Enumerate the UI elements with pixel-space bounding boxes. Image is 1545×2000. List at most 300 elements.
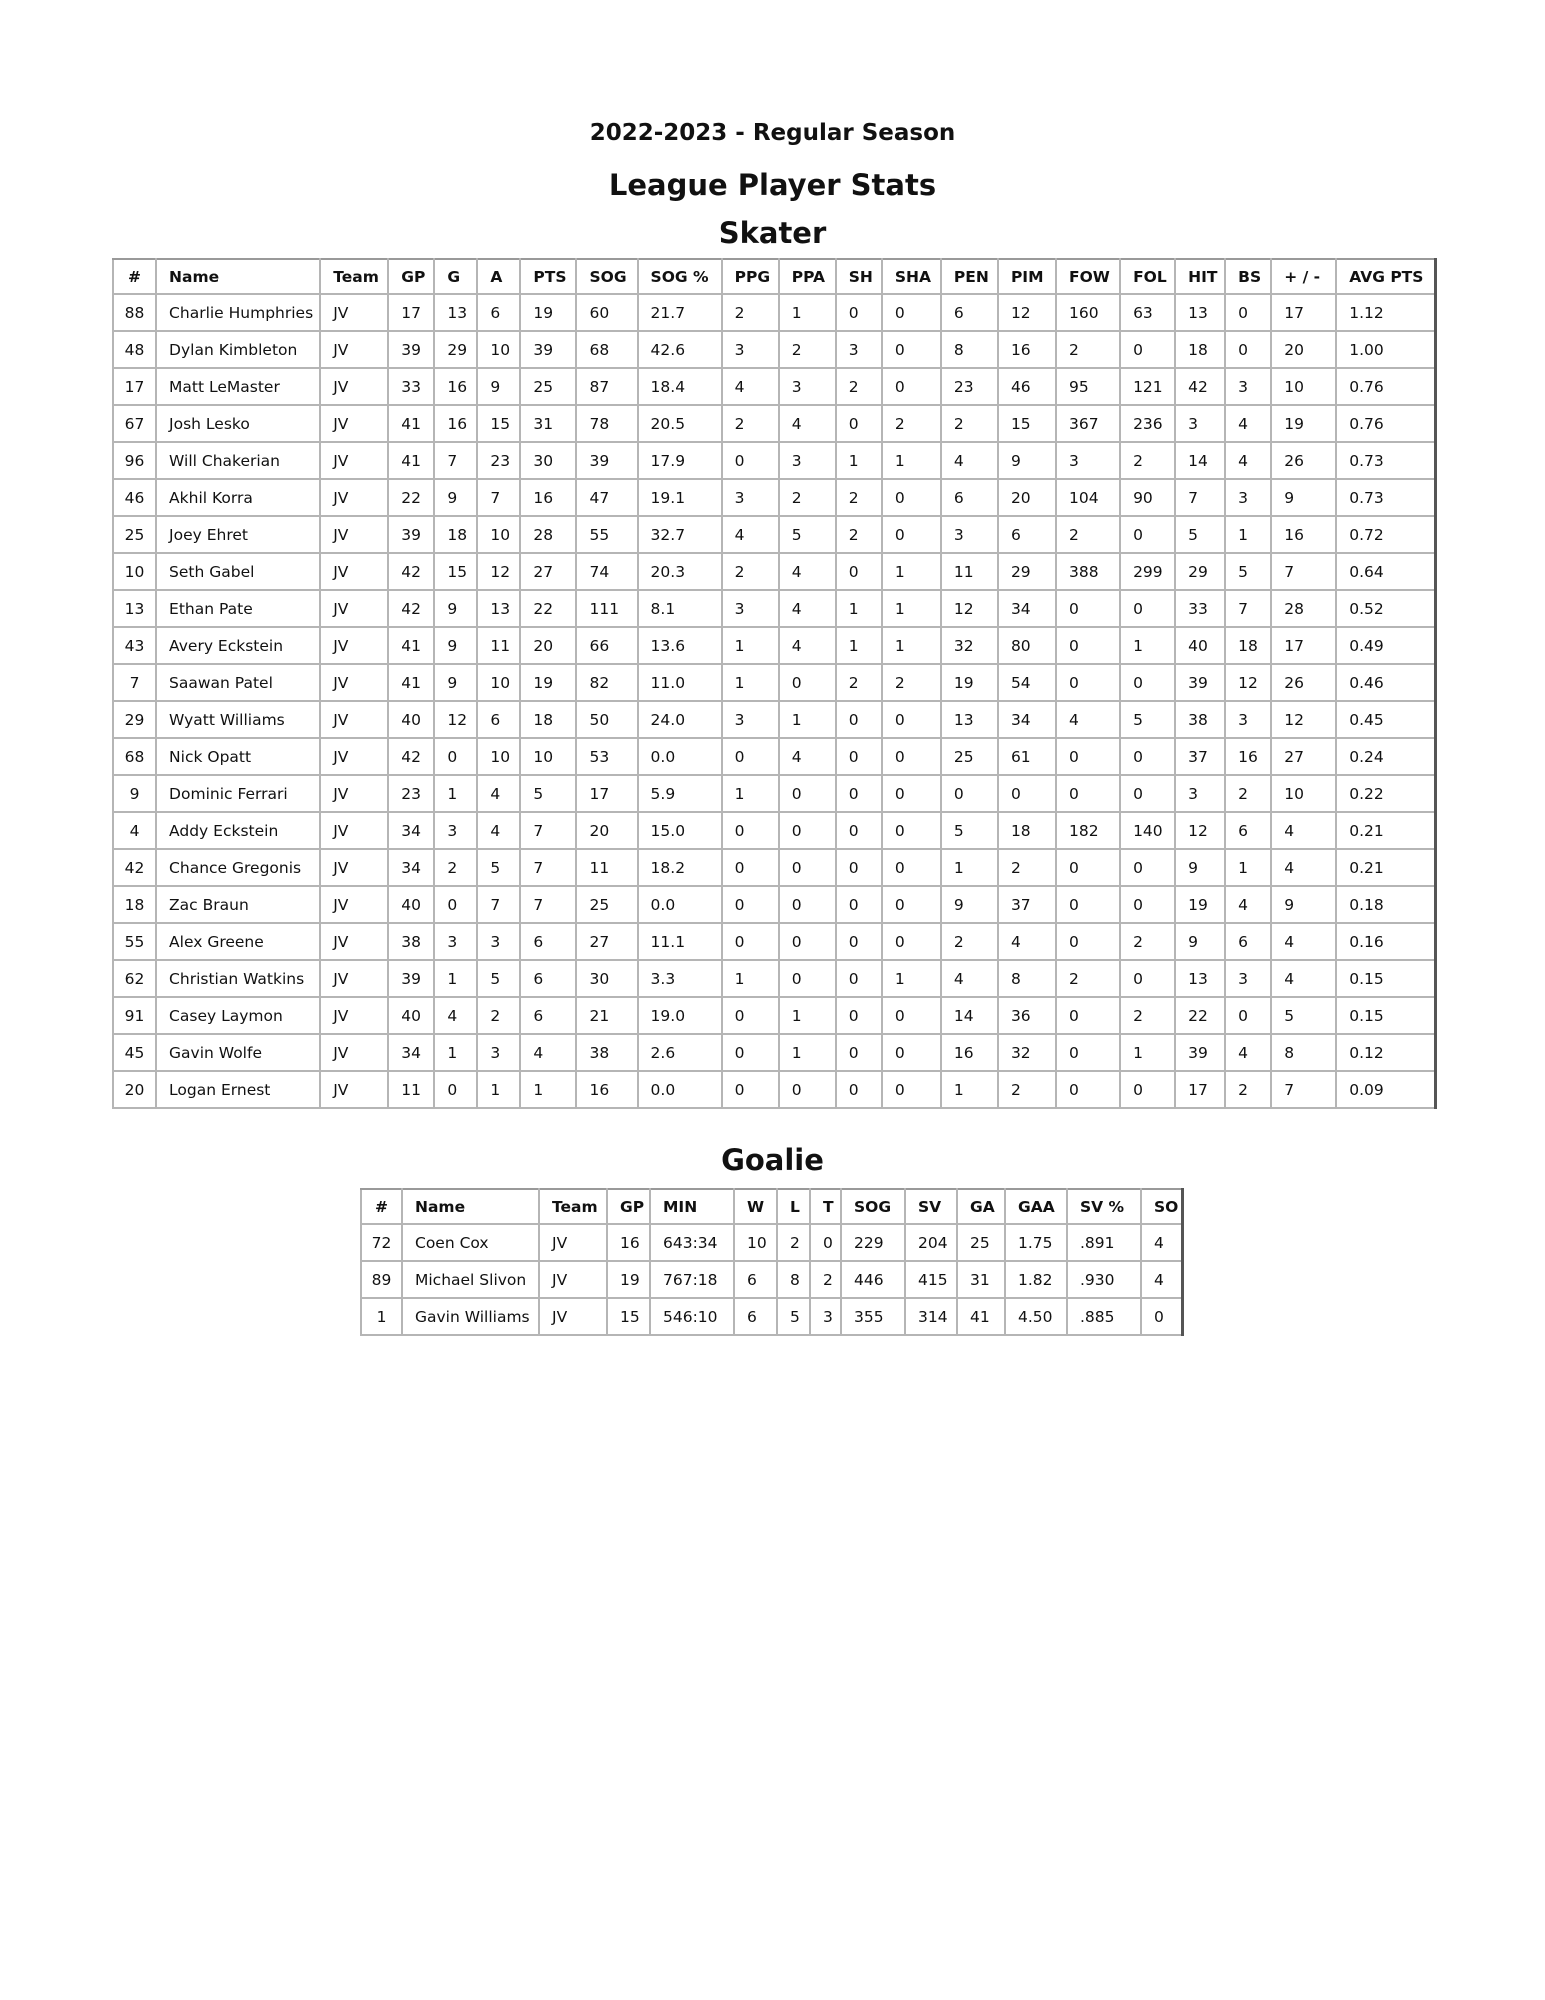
skater-table-cell: 0 — [882, 479, 941, 516]
skater-table-cell: 16 — [1271, 516, 1336, 553]
goalie-column-header: T — [810, 1189, 841, 1224]
skater-table-cell: 1 — [1120, 627, 1175, 664]
skater-table-cell: 0 — [882, 1034, 941, 1071]
skater-table-cell: 16 — [520, 479, 576, 516]
skater-table-cell: 41 — [388, 405, 434, 442]
goalie-table-body — [361, 1224, 1182, 1335]
skater-table-cell: 39 — [1175, 664, 1225, 701]
skater-table-row — [113, 923, 1436, 960]
skater-table-cell: 11 — [388, 1071, 434, 1108]
skater-table-row — [113, 997, 1436, 1034]
skater-table-cell: 15 — [434, 553, 477, 590]
goalie-column-header: SOG — [841, 1189, 905, 1224]
skater-table-cell: 38 — [576, 1034, 637, 1071]
skater-table-cell: 0 — [779, 664, 836, 701]
skater-table-cell: 7 — [1225, 590, 1271, 627]
skater-table-cell: Avery Eckstein — [156, 627, 320, 664]
skater-table-cell: 3 — [1225, 701, 1271, 738]
skater-table-cell: 18 — [1225, 627, 1271, 664]
skater-table-cell: 0.12 — [1336, 1034, 1435, 1071]
skater-table-cell: 23 — [388, 775, 434, 812]
skater-table-cell: JV — [320, 553, 388, 590]
skater-table-cell: 13.6 — [638, 627, 722, 664]
skater-table-cell: 53 — [576, 738, 637, 775]
skater-table-cell: 17.9 — [638, 442, 722, 479]
skater-table-cell: 0.15 — [1336, 997, 1435, 1034]
skater-table-cell: JV — [320, 886, 388, 923]
skater-table-cell: 19 — [1271, 405, 1336, 442]
skater-table-cell: 6 — [1225, 923, 1271, 960]
skater-table-cell: 0 — [722, 997, 779, 1034]
skater-table-cell: 40 — [388, 997, 434, 1034]
skater-column-header: PIM — [998, 259, 1056, 294]
goalie-table-cell: Michael Slivon — [402, 1261, 539, 1298]
skater-table-cell: 1 — [722, 960, 779, 997]
skater-table-cell: 20.5 — [638, 405, 722, 442]
skater-table-cell: 88 — [113, 294, 156, 331]
skater-table-cell: 0 — [1225, 997, 1271, 1034]
skater-table-cell: 19 — [520, 664, 576, 701]
goalie-stats-table — [360, 1188, 1184, 1336]
skater-table-cell: 2 — [836, 664, 882, 701]
skater-table-cell: 9 — [1271, 479, 1336, 516]
skater-table-cell: 3 — [434, 923, 477, 960]
skater-table-cell: 5 — [1225, 553, 1271, 590]
goalie-column-header: SV % — [1067, 1189, 1141, 1224]
skater-table-cell: 9 — [434, 664, 477, 701]
skater-table-cell: 0 — [882, 516, 941, 553]
skater-table-cell: 21.7 — [638, 294, 722, 331]
skater-table-cell: 3 — [779, 368, 836, 405]
skater-table-cell: 182 — [1056, 812, 1120, 849]
skater-table-cell: 3 — [1175, 775, 1225, 812]
skater-table-cell: 41 — [388, 627, 434, 664]
skater-table-cell: Gavin Wolfe — [156, 1034, 320, 1071]
skater-table-cell: 0 — [1120, 331, 1175, 368]
skater-table-cell: 34 — [998, 590, 1056, 627]
skater-column-header: PPG — [722, 259, 779, 294]
goalie-table-cell: 19 — [607, 1261, 650, 1298]
skater-table-row — [113, 590, 1436, 627]
skater-table-cell: 34 — [388, 812, 434, 849]
skater-table-cell: 16 — [576, 1071, 637, 1108]
skater-table-cell: 3.3 — [638, 960, 722, 997]
skater-table-cell: 7 — [520, 812, 576, 849]
skater-table-cell: JV — [320, 294, 388, 331]
goalie-table-cell: 767:18 — [650, 1261, 734, 1298]
skater-table-cell: 12 — [1175, 812, 1225, 849]
skater-table-cell: 1 — [941, 849, 998, 886]
skater-table-row — [113, 294, 1436, 331]
skater-table-cell: 9 — [1175, 849, 1225, 886]
goalie-column-header: GP — [607, 1189, 650, 1224]
goalie-table-cell: 72 — [361, 1224, 402, 1261]
skater-column-header: AVG PTS — [1336, 259, 1435, 294]
skater-table-cell: 31 — [520, 405, 576, 442]
skater-table-cell: 1 — [882, 960, 941, 997]
skater-table-cell: 5 — [1175, 516, 1225, 553]
skater-table-cell: 18.4 — [638, 368, 722, 405]
goalie-table-cell: Gavin Williams — [402, 1298, 539, 1335]
skater-table-cell: 9 — [434, 590, 477, 627]
skater-table-cell: 4 — [1271, 960, 1336, 997]
skater-table-cell: 6 — [477, 701, 520, 738]
skater-table-cell: 68 — [576, 331, 637, 368]
skater-table-cell: 2 — [1056, 331, 1120, 368]
skater-table-cell: 2.6 — [638, 1034, 722, 1071]
skater-table-cell: 0 — [882, 1071, 941, 1108]
skater-table-cell: 39 — [388, 960, 434, 997]
skater-table-cell: 0 — [882, 923, 941, 960]
skater-table-cell: 11 — [477, 627, 520, 664]
skater-table-cell: 1 — [779, 1034, 836, 1071]
goalie-table-cell: 314 — [905, 1298, 957, 1335]
skater-table-cell: 0 — [1056, 886, 1120, 923]
skater-table-cell: 0 — [779, 960, 836, 997]
skater-table-cell: 0.09 — [1336, 1071, 1435, 1108]
skater-table-cell: 33 — [388, 368, 434, 405]
skater-table-cell: 25 — [520, 368, 576, 405]
skater-table-row — [113, 1034, 1436, 1071]
skater-column-header: + / - — [1271, 259, 1336, 294]
goalie-table-cell: 16 — [607, 1224, 650, 1261]
skater-table-cell: 2 — [882, 405, 941, 442]
skater-column-header: FOL — [1120, 259, 1175, 294]
skater-table-cell: 0.0 — [638, 886, 722, 923]
skater-table-row — [113, 849, 1436, 886]
skater-table-cell: 6 — [1225, 812, 1271, 849]
skater-table-cell: Addy Eckstein — [156, 812, 320, 849]
skater-table-cell: 10 — [1271, 368, 1336, 405]
skater-table-row — [113, 627, 1436, 664]
skater-table-cell: 55 — [576, 516, 637, 553]
skater-table-cell: 27 — [1271, 738, 1336, 775]
skater-table-cell: 1 — [434, 775, 477, 812]
skater-table-cell: 25 — [576, 886, 637, 923]
goalie-table-row — [361, 1224, 1182, 1261]
skater-table-cell: 16 — [434, 405, 477, 442]
skater-table-cell: 1 — [434, 960, 477, 997]
skater-table-cell: 9 — [1175, 923, 1225, 960]
skater-table-row — [113, 701, 1436, 738]
goalie-table-cell: 6 — [734, 1261, 777, 1298]
skater-table-cell: 8.1 — [638, 590, 722, 627]
skater-table-cell: 0.21 — [1336, 849, 1435, 886]
skater-table-cell: 18 — [113, 886, 156, 923]
skater-table-cell: 15.0 — [638, 812, 722, 849]
skater-table-cell: 13 — [477, 590, 520, 627]
skater-table-cell: 0 — [836, 738, 882, 775]
skater-table-cell: JV — [320, 516, 388, 553]
skater-table-cell: 0 — [434, 738, 477, 775]
skater-table-cell: 41 — [388, 664, 434, 701]
skater-table-cell: 367 — [1056, 405, 1120, 442]
skater-table-cell: 0 — [882, 368, 941, 405]
skater-table-cell: 17 — [1175, 1071, 1225, 1108]
skater-table-cell: 2 — [836, 516, 882, 553]
skater-table-cell: Joey Ehret — [156, 516, 320, 553]
skater-table-cell: 9 — [477, 368, 520, 405]
skater-table-cell: 7 — [477, 886, 520, 923]
skater-table-cell: 2 — [1120, 997, 1175, 1034]
skater-table-cell: 2 — [434, 849, 477, 886]
skater-table-cell: 3 — [722, 331, 779, 368]
skater-table-cell: 3 — [1056, 442, 1120, 479]
skater-table-cell: 17 — [1271, 294, 1336, 331]
skater-table-cell: 29 — [434, 331, 477, 368]
goalie-column-header: GA — [957, 1189, 1005, 1224]
goalie-table-cell: 415 — [905, 1261, 957, 1298]
skater-table-cell: 6 — [998, 516, 1056, 553]
skater-table-cell: 38 — [1175, 701, 1225, 738]
skater-table-cell: 54 — [998, 664, 1056, 701]
skater-table-cell: 23 — [477, 442, 520, 479]
skater-table-cell: 3 — [434, 812, 477, 849]
skater-table-cell: 0 — [779, 886, 836, 923]
skater-table-cell: JV — [320, 997, 388, 1034]
goalie-table-cell: 546:10 — [650, 1298, 734, 1335]
skater-table-cell: 0.73 — [1336, 479, 1435, 516]
skater-table-cell: 0 — [998, 775, 1056, 812]
skater-table-row — [113, 664, 1436, 701]
skater-table-cell: 17 — [576, 775, 637, 812]
skater-table-cell: Logan Ernest — [156, 1071, 320, 1108]
skater-table-cell: 299 — [1120, 553, 1175, 590]
skater-table-cell: 0.64 — [1336, 553, 1435, 590]
goalie-table-cell: 4 — [1141, 1261, 1182, 1298]
skater-column-header: PPA — [779, 259, 836, 294]
skater-table-cell: 2 — [941, 923, 998, 960]
skater-table-cell: 23 — [941, 368, 998, 405]
skater-column-header: Name — [156, 259, 320, 294]
goalie-table-cell: JV — [539, 1224, 607, 1261]
goalie-column-header: GAA — [1005, 1189, 1067, 1224]
skater-table-row — [113, 479, 1436, 516]
skater-table-cell: 45 — [113, 1034, 156, 1071]
skater-table-cell: 25 — [941, 738, 998, 775]
skater-table-cell: 0 — [836, 812, 882, 849]
skater-table-cell: 39 — [388, 516, 434, 553]
skater-table-cell: 60 — [576, 294, 637, 331]
skater-table-cell: 47 — [576, 479, 637, 516]
skater-table-cell: 7 — [434, 442, 477, 479]
skater-table-cell: 4 — [434, 997, 477, 1034]
skater-table-cell: 2 — [1225, 775, 1271, 812]
skater-table-cell: Wyatt Williams — [156, 701, 320, 738]
skater-table-cell: 0.73 — [1336, 442, 1435, 479]
skater-table-cell: 28 — [520, 516, 576, 553]
skater-table-cell: 6 — [520, 960, 576, 997]
skater-table-cell: JV — [320, 923, 388, 960]
skater-table-cell: 0 — [882, 886, 941, 923]
skater-table-cell: Seth Gabel — [156, 553, 320, 590]
skater-table-row — [113, 368, 1436, 405]
goalie-table-cell: 1 — [361, 1298, 402, 1335]
skater-table-cell: Casey Laymon — [156, 997, 320, 1034]
skater-table-cell: 61 — [998, 738, 1056, 775]
goalie-table-cell: 0 — [1141, 1298, 1182, 1335]
skater-table-cell: 16 — [941, 1034, 998, 1071]
skater-table-cell: 5 — [477, 849, 520, 886]
skater-table-cell: Josh Lesko — [156, 405, 320, 442]
skater-table-cell: 1.12 — [1336, 294, 1435, 331]
skater-table-cell: 8 — [998, 960, 1056, 997]
skater-table-cell: 0 — [1056, 997, 1120, 1034]
skater-table-cell: Matt LeMaster — [156, 368, 320, 405]
skater-table-cell: 0 — [434, 886, 477, 923]
skater-table-cell: JV — [320, 442, 388, 479]
skater-table-cell: 4 — [113, 812, 156, 849]
skater-table-cell: 22 — [1175, 997, 1225, 1034]
goalie-table-row — [361, 1261, 1182, 1298]
skater-table-cell: 0 — [1120, 590, 1175, 627]
skater-table-cell: 13 — [1175, 294, 1225, 331]
skater-table-cell: Akhil Korra — [156, 479, 320, 516]
skater-table-cell: 0 — [882, 812, 941, 849]
skater-table-cell: 78 — [576, 405, 637, 442]
skater-table-cell: 4 — [477, 812, 520, 849]
skater-table-cell: 2 — [722, 553, 779, 590]
skater-table-cell: 2 — [1056, 516, 1120, 553]
skater-table-cell: 0.22 — [1336, 775, 1435, 812]
skater-table-cell: 0 — [1056, 1034, 1120, 1071]
skater-table-cell: JV — [320, 479, 388, 516]
skater-table-cell: 0 — [836, 294, 882, 331]
skater-table-cell: 82 — [576, 664, 637, 701]
skater-table-cell: 19 — [520, 294, 576, 331]
skater-table-cell: 29 — [998, 553, 1056, 590]
goalie-table-cell: 4.50 — [1005, 1298, 1067, 1335]
skater-table-cell: 1 — [882, 590, 941, 627]
goalie-table-cell: Coen Cox — [402, 1224, 539, 1261]
skater-table-cell: 10 — [477, 331, 520, 368]
skater-table-cell: 0 — [836, 849, 882, 886]
skater-table-cell: 17 — [1271, 627, 1336, 664]
skater-table-cell: 0 — [722, 812, 779, 849]
skater-table-cell: 0 — [1120, 775, 1175, 812]
skater-table-cell: 30 — [576, 960, 637, 997]
skater-table-cell: 12 — [1225, 664, 1271, 701]
goalie-table-cell: 4 — [1141, 1224, 1182, 1261]
skater-table-cell: 9 — [1271, 886, 1336, 923]
skater-table-cell: 95 — [1056, 368, 1120, 405]
skater-table-cell: 3 — [722, 590, 779, 627]
skater-table-cell: JV — [320, 812, 388, 849]
goalie-table-cell: .930 — [1067, 1261, 1141, 1298]
skater-table-cell: 29 — [1175, 553, 1225, 590]
skater-table-row — [113, 331, 1436, 368]
skater-table-cell: 2 — [836, 368, 882, 405]
skater-table-cell: 1 — [882, 442, 941, 479]
skater-table-cell: Nick Opatt — [156, 738, 320, 775]
skater-table-cell: 19 — [1175, 886, 1225, 923]
skater-table-cell: 3 — [941, 516, 998, 553]
skater-table-cell: 10 — [477, 516, 520, 553]
goalie-table-cell: 31 — [957, 1261, 1005, 1298]
skater-table-cell: 0.72 — [1336, 516, 1435, 553]
skater-table-row — [113, 775, 1436, 812]
skater-table-row — [113, 553, 1436, 590]
skater-table-cell: 1 — [882, 627, 941, 664]
skater-column-header: GP — [388, 259, 434, 294]
skater-table-cell: 0.46 — [1336, 664, 1435, 701]
skater-table-cell: 5 — [779, 516, 836, 553]
skater-table-row — [113, 1071, 1436, 1108]
goalie-table-cell: 204 — [905, 1224, 957, 1261]
goalie-column-header: MIN — [650, 1189, 734, 1224]
skater-table-cell: 104 — [1056, 479, 1120, 516]
goalie-table-cell: 15 — [607, 1298, 650, 1335]
skater-table-cell: 6 — [520, 997, 576, 1034]
skater-table-cell: 0.52 — [1336, 590, 1435, 627]
skater-table-cell: 41 — [388, 442, 434, 479]
skater-table-cell: 0 — [882, 701, 941, 738]
skater-table-cell: JV — [320, 368, 388, 405]
skater-table-cell: 42.6 — [638, 331, 722, 368]
skater-table-cell: 32 — [941, 627, 998, 664]
skater-table-cell: 6 — [941, 294, 998, 331]
skater-table-cell: 5 — [941, 812, 998, 849]
skater-table-cell: 11.0 — [638, 664, 722, 701]
skater-table-row — [113, 442, 1436, 479]
skater-table-cell: 13 — [113, 590, 156, 627]
skater-table-cell: 0 — [722, 923, 779, 960]
skater-table-cell: 5 — [477, 960, 520, 997]
skater-table-cell: 22 — [388, 479, 434, 516]
skater-table-cell: 0 — [882, 294, 941, 331]
skater-table-cell: 4 — [779, 738, 836, 775]
skater-table-cell: 0 — [836, 1034, 882, 1071]
skater-table-cell: 34 — [998, 701, 1056, 738]
skater-table-cell: 0 — [836, 923, 882, 960]
goalie-table-cell: 25 — [957, 1224, 1005, 1261]
skater-table-cell: 0 — [882, 738, 941, 775]
skater-column-header: G — [434, 259, 477, 294]
skater-table-cell: 9 — [998, 442, 1056, 479]
skater-table-cell: 1 — [1225, 849, 1271, 886]
skater-table-cell: 32.7 — [638, 516, 722, 553]
skater-column-header: FOW — [1056, 259, 1120, 294]
skater-table-cell: 7 — [520, 849, 576, 886]
skater-table-cell: 0 — [1056, 923, 1120, 960]
skater-table-cell: 2 — [998, 849, 1056, 886]
skater-table-cell: JV — [320, 664, 388, 701]
skater-table-cell: 4 — [1225, 1034, 1271, 1071]
skater-table-cell: 0 — [882, 331, 941, 368]
skater-table-cell: 19.0 — [638, 997, 722, 1034]
skater-table-cell: 63 — [1120, 294, 1175, 331]
skater-table-cell: 0 — [882, 775, 941, 812]
skater-table-cell: 111 — [576, 590, 637, 627]
goalie-table-cell: 446 — [841, 1261, 905, 1298]
skater-table-cell: 15 — [998, 405, 1056, 442]
skater-table-cell: 14 — [1175, 442, 1225, 479]
skater-table-cell: 4 — [941, 960, 998, 997]
skater-table-cell: 0.21 — [1336, 812, 1435, 849]
skater-table-cell: 20 — [520, 627, 576, 664]
skater-table-cell: 18 — [520, 701, 576, 738]
skater-table-cell: 18.2 — [638, 849, 722, 886]
skater-table-cell: 1 — [779, 701, 836, 738]
skater-table-cell: 1 — [836, 627, 882, 664]
skater-table-cell: 0 — [1056, 1071, 1120, 1108]
skater-table-cell: 10 — [477, 738, 520, 775]
skater-table-cell: 5 — [520, 775, 576, 812]
skater-table-cell: 1 — [434, 1034, 477, 1071]
goalie-table-cell: 0 — [810, 1224, 841, 1261]
skater-table-cell: Charlie Humphries — [156, 294, 320, 331]
skater-table-cell: 12 — [477, 553, 520, 590]
